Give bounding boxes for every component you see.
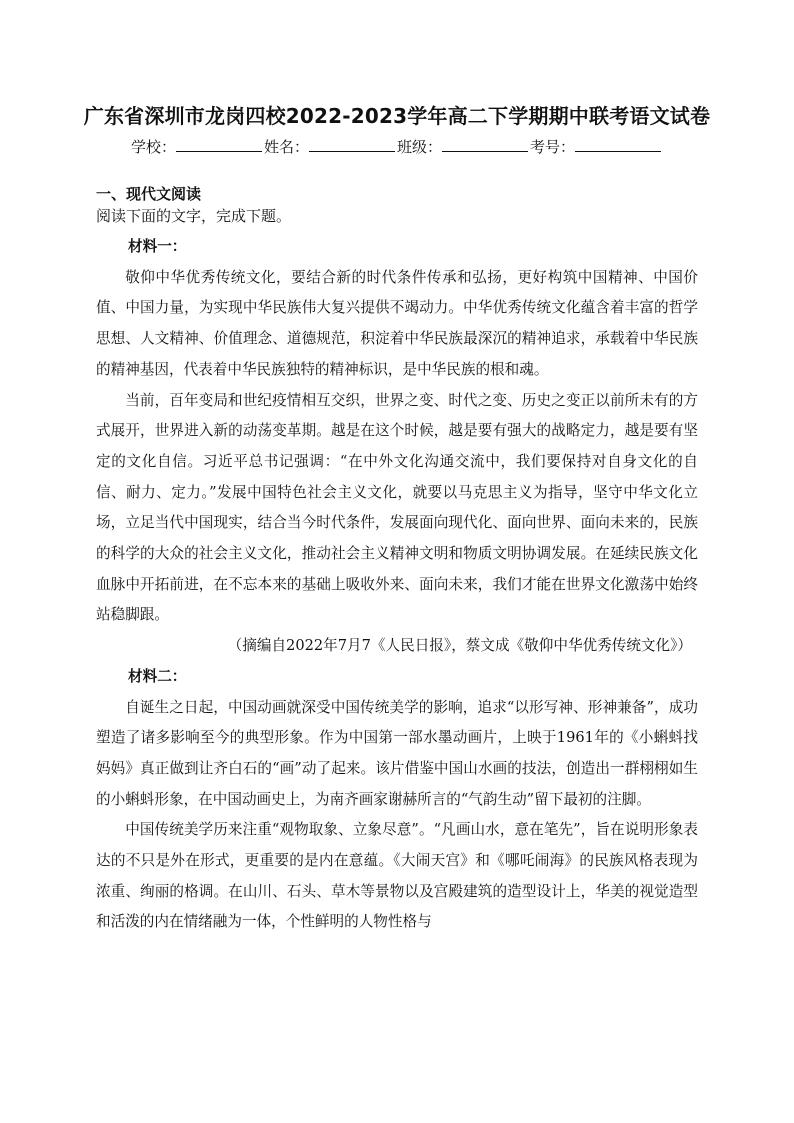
material-two-paragraph-1: 自诞生之日起，中国动画就深受中国传统美学的影响，追求“以形写神、形神兼备”，成功塑造了诸多影响至今的典型形象。作为中国第一部水墨动画片，上映于1961年的《小蝌蚪找妈妈》真正做到让齐白石的“画”动了起来。该片借鉴中国山水画的技法，创造出一群栩栩如生的小蝌蚪形象，在中国动画史上，为南齐画家谢赫所言的“气韵生动”留下最初的注脚。	[96, 698, 698, 808]
material-two-paragraph-2: 中国传统美学历来注重“观物取象、立象尽意”。“凡画山水，意在笔先”，旨在说明形象表达的不只是外在形式，更重要的是内在意蕴。《大闹天宫》和《哪吒闹海》的民族风格表现为浓重、绚丽的格调。在山川、石头、草木等景物以及宫殿建筑的造型设计上，华美的视觉造型和活泼的内在情绪融为一体，个性鲜明的人物性格与	[96, 821, 698, 931]
material-one-paragraph-1: 敬仰中华优秀传统文化，要结合新的时代条件传承和弘扬，更好构筑中国精神、中国价值、中国力量，为实现中华民族伟大复兴提供不竭动力。中华优秀传统文化蕴含着丰富的哲学思想、人文精神、价值理念、道德规范，积淀着中华民族最深沉的精神追求，承载着中华民族的精神基因，代表着中华民族独特的精神标识，是中华民族的根和魂。	[96, 268, 698, 378]
section-heading: 一、现代文阅读	[96, 185, 202, 203]
section-instruction: 阅读下面的文字，完成下题。	[96, 207, 292, 225]
material-one-paragraph-2: 当前，百年变局和世纪疫情相互交织，世界之变、时代之变、历史之变正以前所未有的方式展开，世界进入新的动荡变革期。越是在这个时候，越是要有强大的战略定力，越是要有坚定的文化自信。习近平总书记强调：“在中外文化沟通交流中，我们要保持对自身文化的自信、耐力、定力。”发展中国特色社会主义文化，就要以马克思主义为指导，坚守中华文化立场，立足当代中国现实，结合当今时代条件，发展面向现代化、面向世界、面向未来的，民族的科学的大众的社会主义文化，推动社会主义精神文明和物质文明协调发展。在延续民族文化血脉中开拓前进，在不忘本来的基础上吸收外来、面向未来，我们才能在世界文化激荡中始终站稳脚跟。	[96, 391, 698, 624]
material-one	[96, 232, 698, 938]
name-blank[interactable]	[309, 137, 395, 152]
school-label: 学校：	[130, 138, 176, 156]
class-blank[interactable]	[442, 137, 528, 152]
class-label: 班级：	[397, 138, 443, 156]
student-info-line	[0, 136, 794, 157]
material-one-source: （摘编自2022年7月7《人民日报》，蔡文成《敬仰中华优秀传统文化》）	[227, 637, 692, 655]
exam-number-blank[interactable]	[575, 137, 661, 152]
page-title: 广东省深圳市龙岗四校2022-2023学年高二下学期期中联考语文试卷	[83, 104, 711, 128]
material-two-label: 材料二：	[128, 667, 187, 685]
school-blank[interactable]	[176, 137, 262, 152]
material-one-label: 材料一：	[128, 238, 187, 255]
exam-number-label: 考号：	[530, 138, 576, 156]
name-label: 姓名：	[263, 138, 309, 156]
